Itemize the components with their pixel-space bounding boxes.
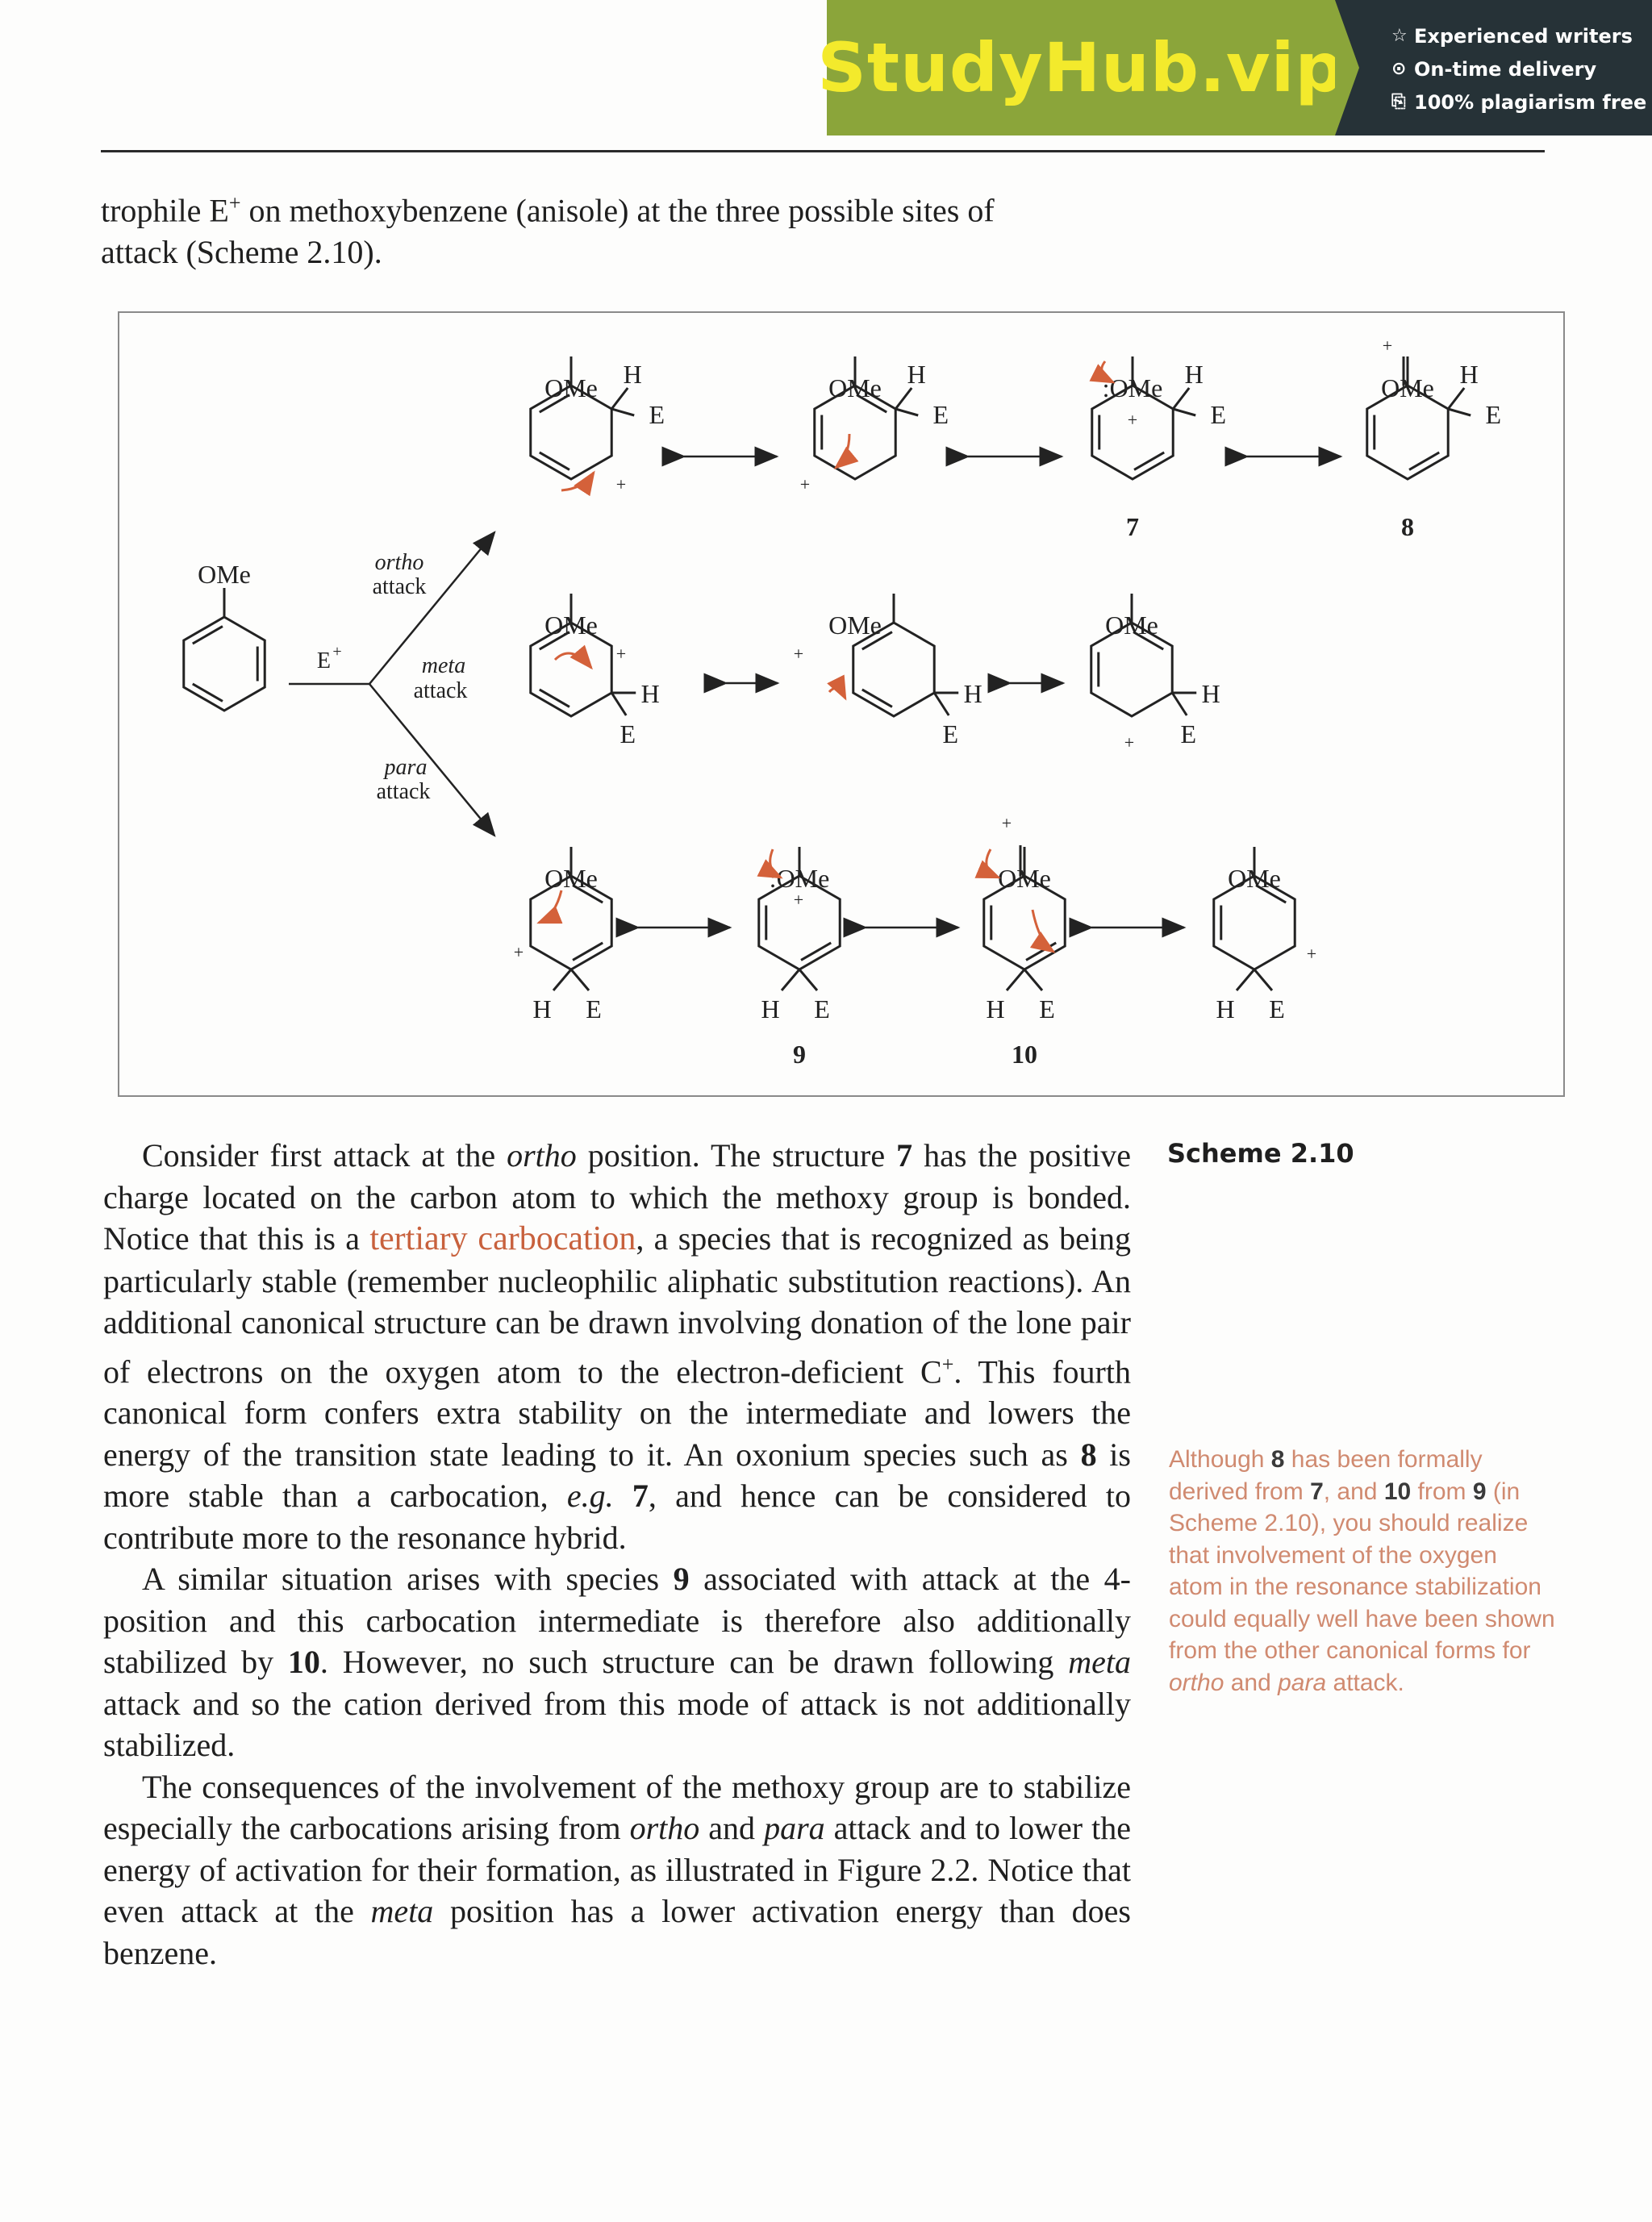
h-bond	[895, 388, 912, 409]
substituent-label: OMe	[544, 373, 598, 402]
curly-arrow	[539, 890, 561, 923]
e-label: E	[1180, 719, 1197, 748]
e-bond	[895, 409, 918, 415]
double-bond	[1134, 452, 1164, 469]
curly-arrow	[555, 653, 591, 668]
electrophile-label: E	[316, 648, 331, 673]
e-bond	[1448, 409, 1471, 415]
e-label: E	[932, 400, 949, 429]
paragraph: A similar situation arises with species 9 associated with attack at the 4-position and this carbocation intermediate is therefore also additionally stabilized by 10. However, no such structure can be drawn following meta attack and so the cation derived from this mode of attack is not additionally stabilized.	[103, 1561, 1132, 1764]
double-bond	[573, 943, 603, 960]
substituent-label: OMe	[828, 611, 882, 640]
e-bond	[1172, 693, 1187, 715]
double-bond	[193, 627, 223, 644]
perk-item: ⊙ On-time delivery	[1391, 57, 1597, 81]
e-bond	[1173, 409, 1195, 415]
electrophile-charge: +	[332, 643, 342, 661]
h-label: H	[761, 994, 780, 1023]
paragraph: The consequences of the involvement of the methoxy group are to stabilize especially the carbocations arising from ortho and para attack and to lower the energy of activation for their formation, as illustrated in Figure 2.2. Notice that even attack at the meta position has a lower activation energy than does benzene.	[103, 1768, 1131, 1971]
h-bond	[611, 388, 628, 409]
meta-label: meta	[421, 653, 466, 678]
structure-8-label: 8	[1401, 512, 1414, 541]
e-label: E	[814, 994, 830, 1023]
perks-list	[1335, 0, 1652, 135]
e-bond	[1024, 969, 1042, 990]
ortho-label: ortho	[374, 550, 424, 575]
curly-arrow	[987, 849, 999, 878]
positive-charge: +	[1306, 944, 1317, 964]
positive-charge: +	[793, 644, 804, 664]
e-bond	[611, 409, 634, 415]
structure-7-label: 7	[1126, 512, 1139, 541]
double-bond	[540, 690, 569, 707]
substituent-label: :OMe	[769, 864, 830, 893]
e-bond	[571, 969, 589, 990]
h-label: H	[532, 994, 552, 1023]
positive-charge: +	[793, 890, 804, 910]
brand-name: StudyHub.vip	[817, 28, 1345, 107]
h-bond	[1173, 388, 1189, 409]
positive-charge: +	[1124, 732, 1135, 752]
substituent-label: OMe	[828, 373, 882, 402]
main-text	[103, 1135, 1131, 1974]
structure-10-label: 10	[1012, 1040, 1037, 1069]
substituent-label: :OMe	[1102, 373, 1163, 402]
promo-banner[interactable]	[817, 0, 1652, 135]
e-bond	[1254, 969, 1272, 990]
curly-arrow	[836, 434, 849, 468]
positive-charge: +	[799, 474, 811, 494]
substituent-label: OMe	[1381, 373, 1434, 402]
e-bond	[934, 693, 949, 715]
double-bond	[1409, 452, 1439, 469]
h-label: H	[907, 360, 926, 389]
h-label: H	[1201, 679, 1220, 708]
e-label: E	[1269, 994, 1285, 1023]
e-label: E	[586, 994, 602, 1023]
margin-note: Although 8 has been formally derived from 7, and 10 from 9 (in Scheme 2.10), you should realize that involvement of the oxygen atom in the resonance stabilization could equally well have been shown from the other canonical forms for ortho and para attack.	[1169, 1446, 1555, 1696]
positive-charge: +	[513, 942, 524, 962]
positive-charge: +	[1127, 410, 1138, 430]
substituent-label: OMe	[1228, 864, 1281, 893]
oxonium-charge: +	[1001, 813, 1012, 833]
e-label: E	[649, 400, 665, 429]
para-attack-label: attack	[376, 779, 431, 804]
substituent-label: OMe	[544, 864, 598, 893]
curly-arrow	[829, 689, 845, 699]
h-bond	[782, 969, 799, 990]
substituent-label: OMe	[544, 611, 598, 640]
double-bond	[801, 943, 831, 960]
document-check-icon: ⎘	[1391, 92, 1406, 112]
e-bond	[611, 693, 626, 715]
double-bond	[193, 684, 223, 701]
ortho-attack-label: attack	[372, 574, 427, 599]
intro-paragraph: trophile E+ on methoxybenzene (anisole) at the three possible sites of attack (Scheme 2.10).	[101, 191, 995, 270]
substituent-label: OMe	[1105, 611, 1158, 640]
e-label: E	[1485, 400, 1502, 429]
substituent-label: OMe	[998, 864, 1051, 893]
h-label: H	[963, 679, 982, 708]
h-label: H	[623, 360, 642, 389]
star-icon: ☆	[1391, 26, 1408, 46]
double-bond	[540, 452, 569, 469]
positive-charge: +	[615, 474, 627, 494]
meta-attack-label: attack	[413, 678, 468, 703]
reaction-scheme	[119, 313, 1563, 1095]
brand-logo[interactable]	[817, 0, 1345, 135]
e-label: E	[620, 719, 636, 748]
e-label: E	[1039, 994, 1055, 1023]
e-label: E	[942, 719, 959, 748]
h-label: H	[1184, 360, 1204, 389]
scheme-figure	[118, 311, 1565, 1097]
h-bond	[1007, 969, 1024, 990]
e-label: E	[1210, 400, 1227, 429]
para-label: para	[384, 755, 428, 780]
substituent-label: OMe	[198, 560, 251, 589]
e-bond	[799, 969, 817, 990]
h-label: H	[986, 994, 1005, 1023]
perk-item: ⎘ 100% plagiarism free	[1391, 90, 1647, 114]
paragraph: Consider first attack at the ortho position. The structure 7 has the positive charge located on the carbon atom to which the methoxy group is bonded. Notice that this is a tertiary carbocation, a species that is recognized as being particularly stable (remember nucleophilic aliphatic substitution reactions). An additional canonical structure can be drawn involving donation of the lone pair of electrons on the oxygen atom to the electron-deficient C+. This fourth canonical form confers extra stability on the intermediate and lowers the energy of the transition state leading to it. An oxonium species such as 8 is more stable than a carbocation, e.g. 7, and hence can be considered to contribute more to the resonance hybrid.	[103, 1137, 1132, 1556]
h-bond	[1448, 388, 1464, 409]
scheme-caption: Scheme 2.10	[1167, 1138, 1354, 1169]
h-label: H	[1459, 360, 1479, 389]
structure-9-label: 9	[793, 1040, 806, 1069]
clock-icon: ⊙	[1391, 59, 1407, 79]
oxonium-charge: +	[1382, 336, 1393, 356]
anisole-ring	[184, 617, 265, 711]
positive-charge: +	[615, 644, 627, 664]
double-bond	[862, 690, 892, 707]
h-bond	[553, 969, 571, 990]
perk-item: ☆ Experienced writers	[1391, 24, 1633, 48]
key-term: tertiary carbocation	[369, 1220, 636, 1257]
header-rule	[101, 150, 1545, 152]
h-label: H	[1216, 994, 1235, 1023]
h-bond	[1237, 969, 1254, 990]
h-label: H	[640, 679, 660, 708]
